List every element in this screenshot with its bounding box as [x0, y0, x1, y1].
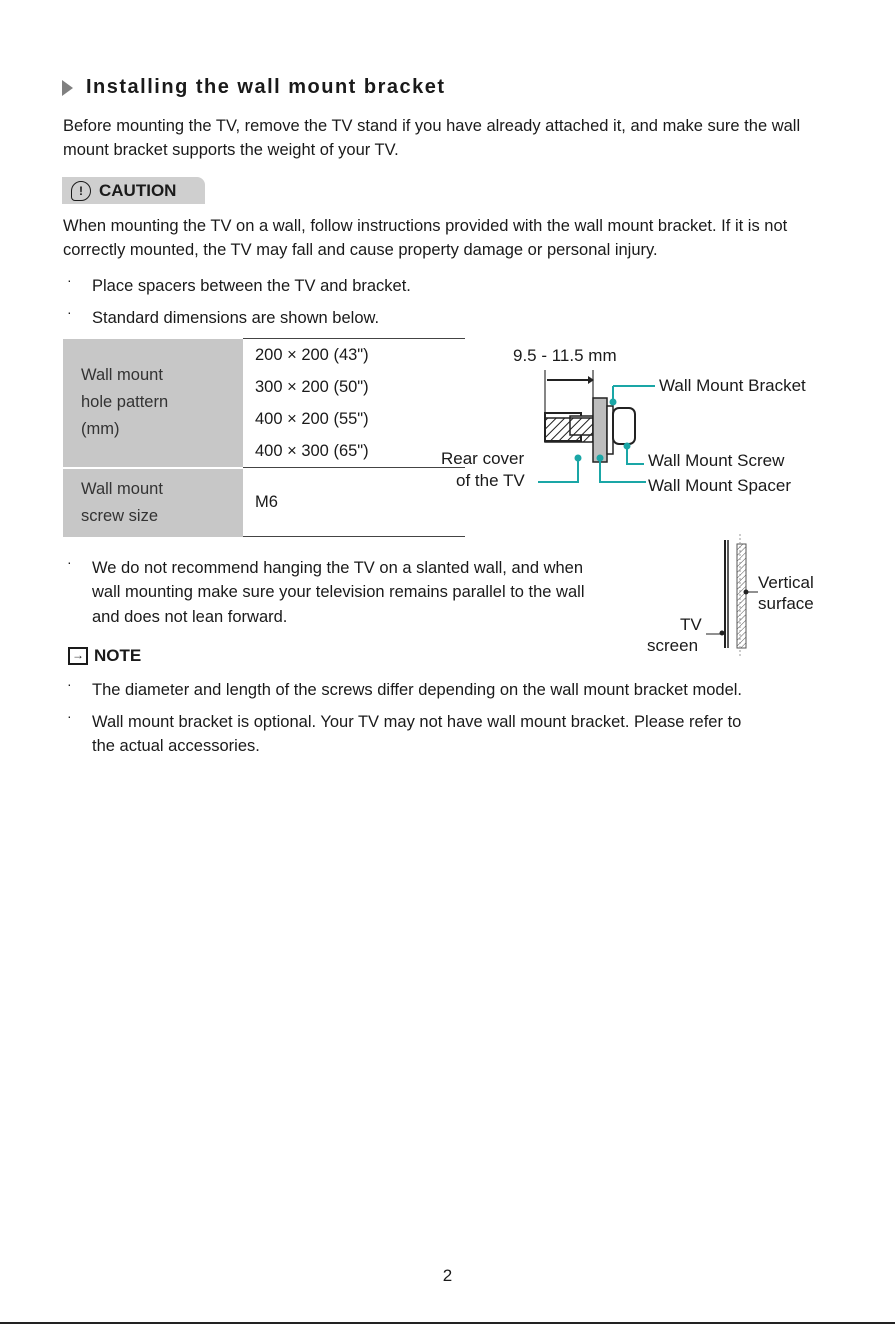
note-text: The diameter and length of the screws differ depending on the wall mount bracket model.	[92, 681, 742, 699]
rear-cover-block	[593, 398, 607, 462]
wall-surface	[737, 544, 746, 648]
triangle-icon	[62, 80, 73, 96]
tv-label-2: screen	[647, 636, 699, 655]
bracket-shape	[613, 408, 635, 444]
caution-icon: !	[71, 181, 91, 201]
bullet-text: and does not lean forward.	[92, 608, 288, 626]
dimension-table	[63, 338, 465, 537]
intro-paragraph: Before mounting the TV, remove the TV stand if you have already attached it, and make sure the wall mount bracket supports the weight of your TV.	[63, 117, 801, 159]
rear-cover-leader	[538, 458, 578, 482]
tv-label: TV	[680, 615, 702, 634]
bullet-dot: ·	[67, 554, 72, 570]
screw-thread	[545, 418, 593, 442]
bracket-dot	[610, 399, 617, 406]
bullet-dot: ·	[67, 304, 72, 320]
hole-pattern-value: 400 × 300 (65")	[255, 441, 369, 460]
vertical-label: Vertical	[758, 573, 814, 592]
label-line: screw size	[81, 506, 159, 525]
bullet-dot: ·	[67, 708, 72, 724]
caution-paragraph: When mounting the TV on a wall, follow instructions provided with the wall mount bracket. If it is not correctly mounted, the TV may fall and cause property damage or personal injury.	[63, 217, 788, 259]
hole-pattern-value: 300 × 200 (50")	[255, 377, 369, 396]
bullet-text: Place spacers between the TV and bracket.	[92, 277, 411, 295]
label-line: Wall mount	[81, 366, 163, 384]
screw-label: Wall Mount Screw	[648, 451, 785, 470]
screw-size-value: M6	[243, 468, 465, 537]
section-heading	[62, 76, 446, 99]
bullet-text: Standard dimensions are shown below.	[92, 309, 380, 327]
rear-cover-label-2: of the TV	[456, 471, 525, 490]
bracket-label: Wall Mount Bracket	[659, 376, 806, 395]
note-text: the actual accessories.	[92, 737, 260, 755]
hole-pattern-label	[63, 339, 243, 468]
screw-size-label	[63, 468, 243, 537]
bullet-text: wall mounting make sure your television remains parallel to the wall	[92, 583, 585, 601]
page-number: 2	[442, 1266, 453, 1285]
bullet-dot: ·	[67, 272, 72, 288]
screw-leader	[627, 446, 644, 464]
bullet-dot: ·	[67, 676, 72, 692]
spacer-label: Wall Mount Spacer	[648, 476, 791, 495]
note-text: Wall mount bracket is optional. Your TV may not have wall mount bracket. Please refer to	[92, 713, 742, 731]
heading-text: Installing the wall mount bracket	[86, 76, 446, 98]
label-line: hole pattern	[81, 393, 169, 411]
note-label	[68, 646, 141, 666]
caution-text-label: CAUTION	[99, 180, 177, 200]
hole-pattern-value: 200 × 200 (43")	[243, 339, 465, 372]
hole-pattern-value: 400 × 200 (55")	[255, 409, 369, 428]
wall-diagram	[700, 530, 760, 660]
label-line: (mm)	[81, 420, 120, 438]
vertical-label-2: surface	[758, 594, 814, 613]
note-text-label: NOTE	[94, 646, 142, 665]
note-icon: →	[68, 647, 88, 665]
caution-label	[62, 177, 205, 204]
rear-cover-label: Rear cover	[441, 449, 525, 468]
bullet-text: We do not recommend hanging the TV on a slanted wall, and when	[92, 559, 584, 577]
label-line: Wall mount	[81, 479, 163, 498]
dimension-label: 9.5 - 11.5 mm	[513, 346, 617, 365]
